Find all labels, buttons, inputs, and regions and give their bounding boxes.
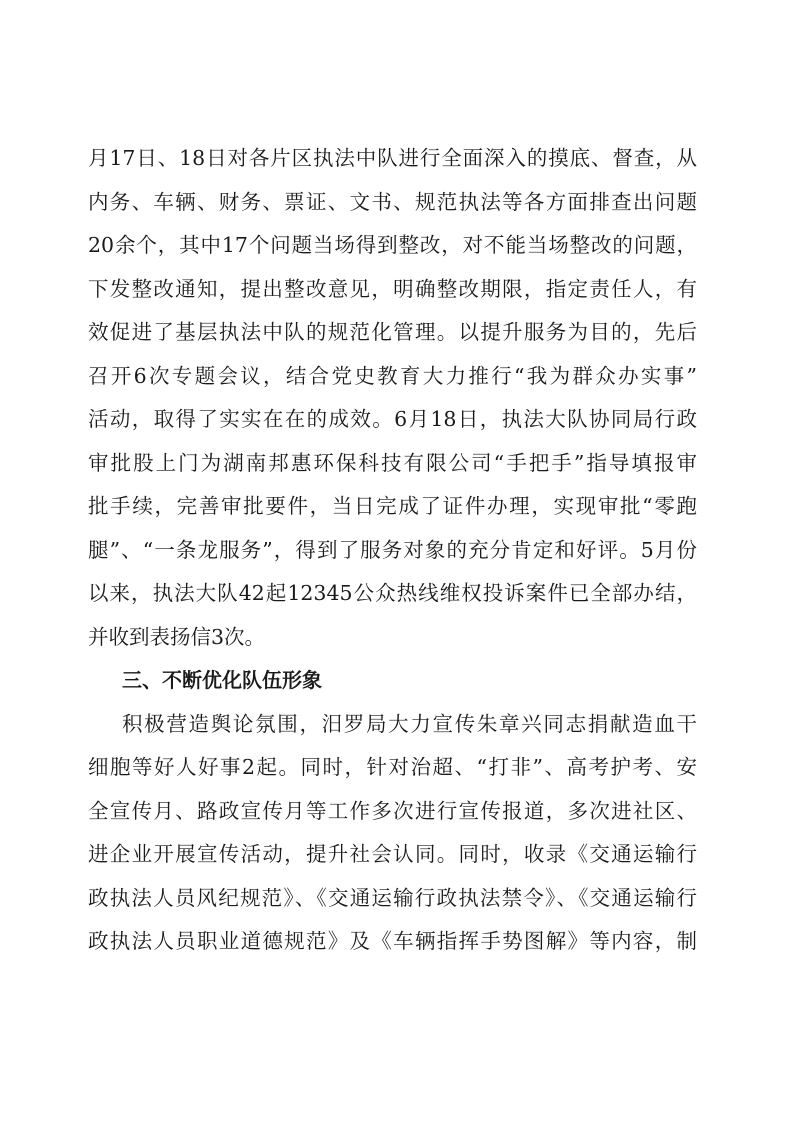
text-line: 政执法人员职业道德规范》及《车辆指挥手势图解》等内容，制 — [88, 929, 697, 953]
text-line: 召开6次专题会议，结合党史教育大力推行“我为群众办实事” — [88, 363, 697, 388]
text-line: 以来，执法大队42起12345公众热线维权投诉案件已全部办结， — [88, 581, 697, 605]
text-line: 积极营造舆论氛围，汨罗局大力宣传朱章兴同志捐献造血干 — [122, 711, 697, 736]
text-line: 进企业开展宣传活动，提升社会认同。同时，收录《交通运输行 — [88, 842, 697, 866]
text-line: 腿”、“一条龙服务”，得到了服务对象的充分肯定和好评。5月份 — [88, 537, 697, 562]
text-line: 20余个，其中17个问题当场得到整改，对不能当场整改的问题， — [88, 233, 697, 257]
text-line: 内务、车辆、财务、票证、文书、规范执法等各方面排查出问题 — [88, 189, 697, 214]
paragraph-2 — [88, 703, 697, 964]
paragraph-1 — [88, 137, 697, 659]
text-line: 并收到表扬信3次。 — [88, 624, 266, 649]
text-line: 下发整改通知，提出整改意见，明确整改期限，指定责任人，有 — [88, 276, 697, 301]
text-line: 批手续，完善审批要件，当日完成了证件办理，实现审批“零跑 — [88, 494, 697, 518]
text-line: 细胞等好人好事2起。同时，针对治超、“打非”、高考护考、安 — [88, 755, 697, 779]
section-heading: 三、不断优化队伍形象 — [122, 668, 322, 692]
text-line: 效促进了基层执法中队的规范化管理。以提升服务为目的，先后 — [88, 320, 697, 344]
text-line: 月17日、18日对各片区执法中队进行全面深入的摸底、督查，从 — [88, 146, 697, 170]
text-line: 审批股上门为湖南邦惠环保科技有限公司“手把手”指导填报审 — [88, 450, 697, 475]
text-line: 活动，取得了实实在在的成效。6月18日，执法大队协同局行政 — [88, 407, 697, 431]
text-line: 政执法人员风纪规范》、《交通运输行政执法禁令》、《交通运输行 — [88, 885, 697, 910]
text-line: 全宣传月、路政宣传月等工作多次进行宣传报道，多次进社区、 — [88, 798, 697, 823]
